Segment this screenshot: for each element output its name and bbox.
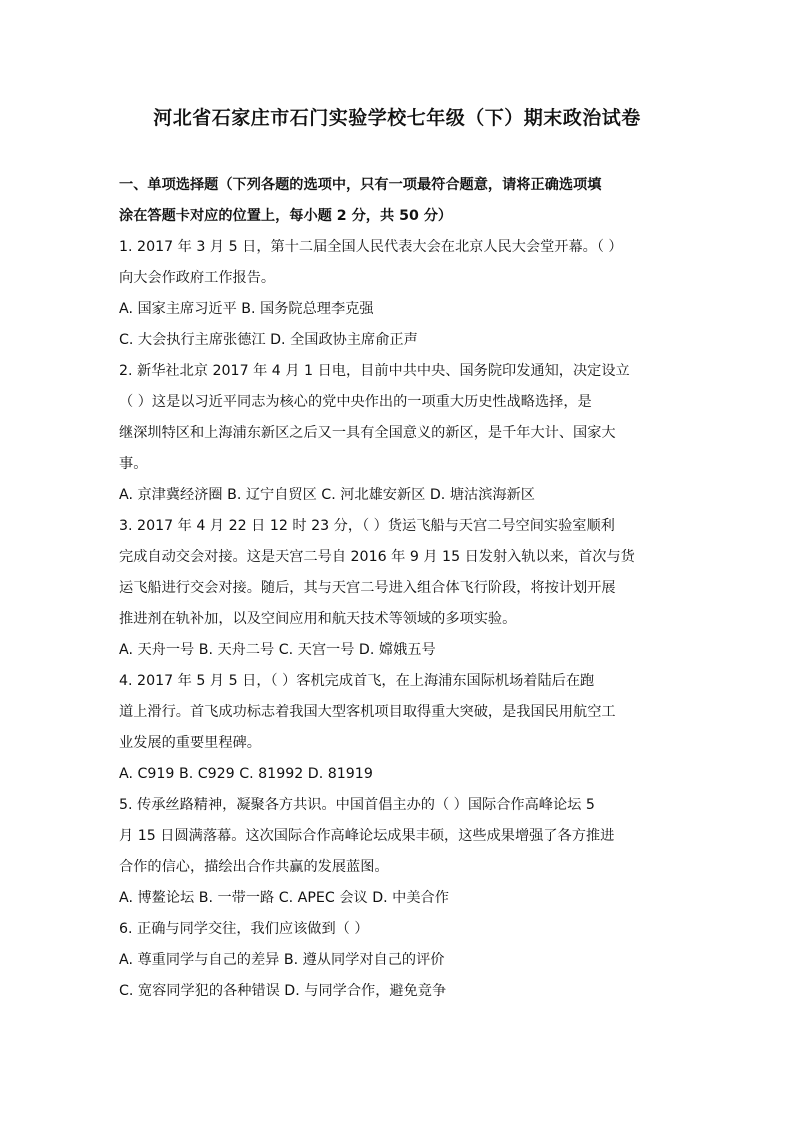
section-heading-line: 涂在答题卡对应的位置上，每小题 2 分，共 50 分） <box>119 208 453 224</box>
question-text-line: 继深圳特区和上海浦东新区之后又一具有全国意义的新区，是千年大计、国家大 <box>119 425 616 441</box>
question-text-line: 1. 2017 年 3 月 5 日，第十二届全国人民代表大会在北京人民大会堂开幕。（ ） <box>119 239 623 255</box>
answer-options: C. 宽容同学犯的各种错误 D. 与同学合作，避免竞争 <box>119 983 447 999</box>
question-text-line: 业发展的重要里程碑。 <box>119 735 261 751</box>
question-1 <box>119 232 679 356</box>
question-text-line: 合作的信心，描绘出合作共赢的发展蓝图。 <box>119 859 389 875</box>
question-text-line: 月 15 日圆满落幕。这次国际合作高峰论坛成果丰硕，这些成果增强了各方推进 <box>119 828 615 844</box>
answer-options: A. 京津冀经济圈 B. 辽宁自贸区 C. 河北雄安新区 D. 塘沽滨海新区 <box>119 487 535 503</box>
question-6 <box>119 914 679 1007</box>
exam-title: 河北省石家庄市石门实验学校七年级（下）期末政治试卷 <box>153 107 641 129</box>
answer-options: A. 博鳌论坛 B. 一带一路 C. APEC 会议 D. 中美合作 <box>119 890 449 906</box>
question-text-line: 6. 正确与同学交往，我们应该做到（ ） <box>119 921 369 937</box>
question-text-line: 向大会作政府工作报告。 <box>119 270 276 286</box>
section-heading-line: 一、单项选择题（下列各题的选项中，只有一项最符合题意，请将正确选项填 <box>119 177 602 193</box>
question-text-line: 运飞船进行交会对接。随后，其与天宫二号进入组合体飞行阶段，将按计划开展 <box>119 580 616 596</box>
answer-options: A. C919 B. C929 C. 81992 D. 81919 <box>119 766 373 782</box>
question-5 <box>119 790 679 914</box>
question-text-line: （ ）这是以习近平同志为核心的党中央作出的一项重大历史性战略选择，是 <box>119 394 592 410</box>
question-3 <box>119 511 679 666</box>
question-text-line: 3. 2017 年 4 月 22 日 12 时 23 分，（ ）货运飞船与天宫二号空间实验室顺利 <box>119 518 615 534</box>
question-text-line: 2. 新华社北京 2017 年 4 月 1 日电，目前中共中央、国务院印发通知，决定设立 <box>119 363 630 379</box>
question-2 <box>119 356 679 511</box>
answer-options: C. 大会执行主席张德江 D. 全国政协主席俞正声 <box>119 332 418 348</box>
question-text-line: 5. 传承丝路精神，凝聚各方共识。中国首倡主办的（ ）国际合作高峰论坛 5 <box>119 797 595 813</box>
exam-content <box>119 170 679 1007</box>
answer-options: A. 天舟一号 B. 天舟二号 C. 天宫一号 D. 嫦娥五号 <box>119 642 436 658</box>
question-text-line: 推进剂在轨补加，以及空间应用和航天技术等领域的多项实验。 <box>119 611 517 627</box>
question-text-line: 完成自动交会对接。这是天宫二号自 2016 年 9 月 15 日发射入轨以来，首次与货 <box>119 549 635 565</box>
answer-options: A. 尊重同学与自己的差异 B. 遵从同学对自己的评价 <box>119 952 445 968</box>
question-4 <box>119 666 679 790</box>
question-text-line: 道上滑行。首飞成功标志着我国大型客机项目取得重大突破，是我国民用航空工 <box>119 704 616 720</box>
answer-options: A. 国家主席习近平 B. 国务院总理李克强 <box>119 301 374 317</box>
question-text-line: 事。 <box>119 456 148 472</box>
section-heading <box>119 170 679 232</box>
question-text-line: 4. 2017 年 5 月 5 日，（ ）客机完成首飞，在上海浦东国际机场着陆后在跑 <box>119 673 595 689</box>
